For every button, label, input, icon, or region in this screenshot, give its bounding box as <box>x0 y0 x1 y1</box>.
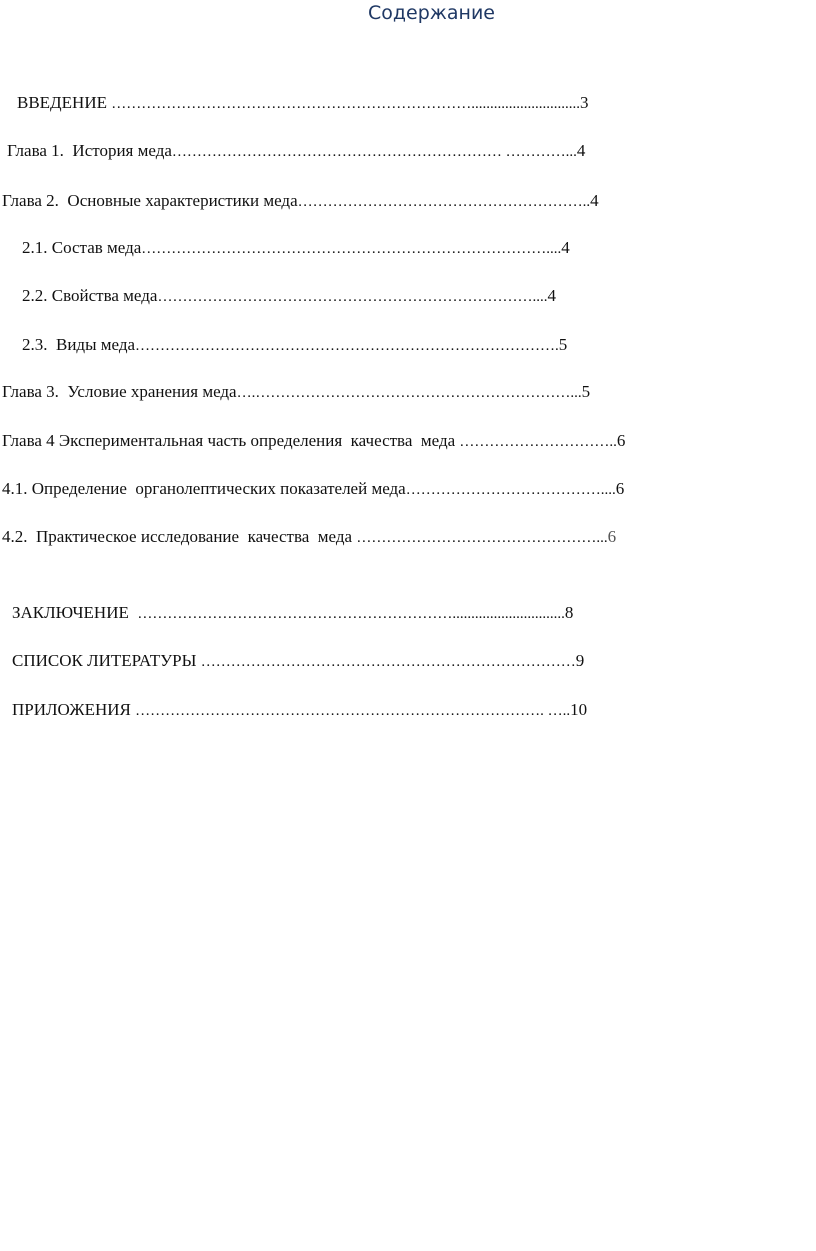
toc-entry-leader: ………………………………………………………… …………... <box>171 144 577 160</box>
toc-entry-introduction[interactable] <box>17 93 588 114</box>
toc-entry-leader: ………………………………………………………………………. ….. <box>135 703 571 719</box>
toc-entry-label: 2.3. Виды меда <box>22 335 136 354</box>
toc-entry-leader: ………………………….. <box>459 434 617 450</box>
toc-entry-page: 8 <box>564 603 574 622</box>
toc-entry-page: 6 <box>615 479 625 498</box>
toc-entry-label: ЗАКЛЮЧЕНИЕ <box>12 603 138 622</box>
toc-entry-references[interactable] <box>12 651 584 672</box>
toc-entry-page: 9 <box>575 651 585 670</box>
toc-entry-page: 4 <box>547 286 556 305</box>
toc-entry-label: 2.1. Состав меда <box>22 238 142 257</box>
toc-entry-page: 4 <box>590 191 599 210</box>
toc-entry-label: Глава 2. Основные характеристики меда <box>2 191 298 210</box>
toc-entry-leader: ………………………………………………….. <box>297 194 591 210</box>
toc-entry-section-2-3[interactable] <box>22 335 567 356</box>
toc-entry-label: Глава 3. Условие хранения меда <box>2 382 237 401</box>
toc-entry-page: 3 <box>579 93 589 112</box>
toc-entry-leader: ………………………………………………………………............................. <box>111 96 580 112</box>
toc-entry-label: Глава 1. История меда <box>7 141 172 160</box>
toc-entry-chapter-4[interactable] <box>2 431 625 452</box>
toc-entry-page: 4 <box>561 238 570 257</box>
toc-entry-leader: …………………………………………... <box>356 530 608 546</box>
toc-entry-leader: …………………………………………………………………………. <box>135 338 559 354</box>
toc-entry-leader: ………………………………………………………………….... <box>157 289 548 305</box>
toc-entry-appendices[interactable] <box>12 700 587 721</box>
toc-entry-label: 4.2. Практическое исследование качества меда <box>2 527 357 546</box>
toc-entry-leader: ……………………………………………………….............................. <box>137 606 565 622</box>
page-title: Содержание <box>368 2 495 24</box>
toc-entry-leader: ……………………………………………………………………….... <box>141 241 562 257</box>
toc-entry-label: ПРИЛОЖЕНИЯ <box>12 700 136 719</box>
toc-entry-label: Глава 4 Экспериментальная часть определения качества меда <box>2 431 460 450</box>
toc-entry-leader: ………………………………….... <box>405 482 616 498</box>
toc-entry-chapter-2[interactable] <box>2 191 599 212</box>
toc-entry-section-4-1[interactable] <box>2 479 624 500</box>
toc-entry-page: 10 <box>570 700 588 719</box>
toc-entry-page: 5 <box>558 335 568 354</box>
toc-entry-page: 4 <box>576 141 586 160</box>
toc-entry-page: 5 <box>581 382 591 401</box>
toc-entry-chapter-1[interactable] <box>7 141 585 162</box>
toc-entry-section-2-1[interactable] <box>22 238 570 259</box>
toc-entry-page: 6 <box>616 431 626 450</box>
toc-entry-chapter-3[interactable] <box>2 382 590 403</box>
toc-entry-label: 2.2. Свойства меда <box>22 286 158 305</box>
toc-entry-section-4-2[interactable] <box>2 527 616 548</box>
toc-entry-leader: ………………………………………………………………… <box>200 654 576 670</box>
toc-entry-page: 6 <box>607 527 617 546</box>
toc-entry-label: СПИСОК ЛИТЕРАТУРЫ <box>12 651 201 670</box>
toc-entry-label: 4.1. Определение органолептических показателей меда <box>2 479 406 498</box>
toc-entry-section-2-2[interactable] <box>22 286 556 307</box>
toc-entry-conclusion[interactable] <box>12 603 573 624</box>
toc-entry-leader: ….………………………………………………………... <box>236 385 582 401</box>
toc-entry-label: ВВЕДЕНИЕ <box>17 93 112 112</box>
